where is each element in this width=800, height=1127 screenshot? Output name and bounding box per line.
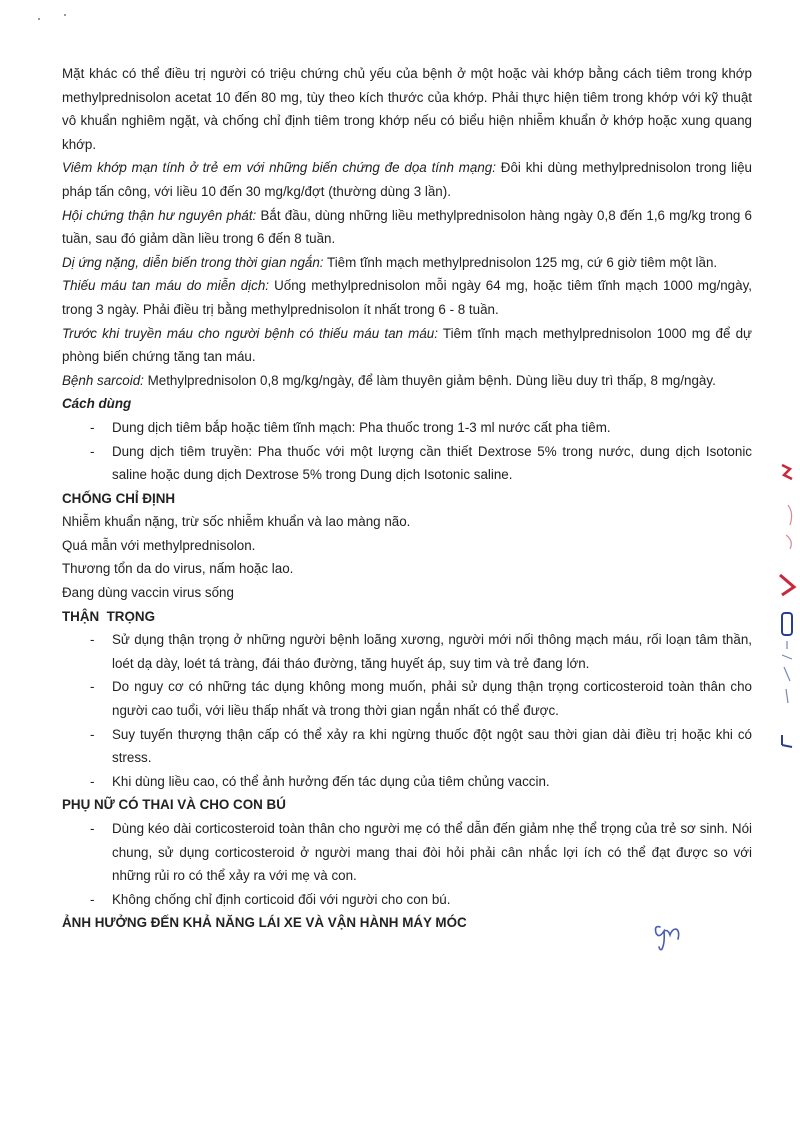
stamp-mark [780, 575, 794, 595]
pregnancy-list [62, 817, 752, 911]
indication-label: Dị ứng nặng, diễn biến trong thời gian ngắn: [62, 254, 324, 270]
indication-item [62, 156, 752, 203]
scan-speck [38, 18, 40, 20]
contraindication-line: Nhiễm khuẩn nặng, trừ sốc nhiễm khuẩn và lao màng não. [62, 514, 411, 530]
indication-label: Bệnh sarcoid: [62, 372, 144, 388]
list-item: - Do nguy cơ có những tác dụng không mong muốn, phải sử dụng thận trọng corticosteroid toàn thân cho người cao tuổi, với liều thấp nhất và trong thời gian ngắn nhất có thể được. [62, 675, 752, 722]
contraindication-line: Quá mẫn với methylprednisolon. [62, 537, 256, 553]
partial-stamp-edge [760, 445, 800, 775]
list-item: - Khi dùng liều cao, có thể ảnh hưởng đến tác dụng của tiêm chủng vaccin. [62, 770, 752, 794]
contraindication-line: Thương tổn da do virus, nấm hoặc lao. [62, 561, 294, 577]
stamp-mark [782, 465, 792, 479]
contraindication-heading: CHỐNG CHỈ ĐỊNH [62, 490, 176, 506]
indication-text: Methylprednisolon 0,8 mg/kg/ngày, để làm thuyên giảm bệnh. Dùng liều duy trì thấp, 8 mg/ngày. [143, 372, 716, 388]
caution-list [62, 628, 752, 793]
indication-label: Viêm khớp mạn tính ở trẻ em với những biến chứng đe dọa tính mạng: [62, 160, 496, 176]
indication-item [62, 204, 752, 251]
indication-text: Đôi khi dùng methylprednisolon trong liệu pháp tấn công, với liều 10 đến 30 mg/kg/đợt (thường dùng 3 lần). [62, 160, 752, 199]
pregnancy-heading: PHỤ NỮ CÓ THAI VÀ CHO CON BÚ [62, 797, 286, 813]
handwritten-signature [650, 915, 690, 955]
list-item: - Không chống chỉ định corticoid đối với người cho con bú. [62, 888, 752, 912]
list-item: - Suy tuyến thượng thận cấp có thể xảy ra khi ngừng thuốc đột ngột sau thời gian dài điều trị hoặc khi có stress. [62, 723, 752, 770]
list-item: - Dung dịch tiêm truyền: Pha thuốc với một lượng cần thiết Dextrose 5% trong nước, dung dịch Isotonic saline hoặc dung dịch Dextrose 5% trong Dung dịch Isotonic saline. [62, 440, 752, 487]
usage-heading: Cách dùng [62, 396, 132, 412]
indication-label: Trước khi truyền máu cho người bệnh có thiếu máu tan máu: [62, 325, 438, 341]
stamp-mark [782, 641, 792, 703]
caution-heading: THẬN TRỌNG [62, 608, 155, 624]
indication-item [62, 322, 752, 369]
indication-text: Tiêm tĩnh mạch methylprednisolon 1000 mg để dự phòng biến chứng tăng tan máu. [62, 325, 752, 365]
body-paragraph: Mặt khác có thể điều trị người có triệu chứng chủ yếu của bệnh ở một hoặc vài khớp bằng cách tiêm trong khớp methylprednisolon acetat 10 đến 80 mg, tùy theo kích thước của khớp. Phải thực hiện tiêm trong khớp với kỹ thuật vô khuẩn nghiêm ngặt, và chống chỉ định tiêm trong khớp nếu có biểu hiện nhiễm khuẩn ở khớp hoặc xung quang khớp. [62, 66, 752, 152]
scan-speck [64, 14, 66, 16]
indication-item [62, 369, 752, 393]
indication-item [62, 251, 752, 275]
stamp-mark [786, 505, 792, 549]
indication-text: Tiêm tĩnh mạch methylprednisolon 125 mg, cứ 6 giờ tiêm một lần. [323, 254, 718, 270]
usage-list [62, 416, 752, 487]
indication-text: Uống methylprednisolon mỗi ngày 64 mg, hoặc tiêm tĩnh mạch 1000 mg/ngày, trong 3 ngày. Phải điều trị bằng methylprednisolon ít nhất trong 6 - 8 tuần. [62, 278, 752, 317]
indication-item [62, 274, 752, 321]
contraindication-line: Đang dùng vaccin virus sống [62, 585, 234, 601]
stamp-mark [782, 613, 792, 635]
list-item: - Dung dịch tiêm bắp hoặc tiêm tĩnh mạch: Pha thuốc trong 1-3 ml nước cất pha tiêm. [62, 416, 752, 440]
indication-text: Bắt đầu, dùng những liều methylprednisolon hàng ngày 0,8 đến 1,6 mg/kg trong 6 tuần, sau đó giảm dần liều trong 6 đến 8 tuần. [62, 207, 752, 247]
list-item: - Dùng kéo dài corticosteroid toàn thân cho người mẹ có thể dẫn đến giảm nhẹ thể trọng của trẻ sơ sinh. Nói chung, sử dụng corticosteroid ở người mang thai đòi hỏi phải cân nhắc lợi ích có thể đạt được so với những rủi ro có thể xảy ra với mẹ và con. [62, 817, 752, 888]
list-item: - Sử dụng thận trọng ở những người bệnh loãng xương, người mới nối thông mạch máu, rối loạn tâm thần, loét dạ dày, loét tá tràng, đái tháo đường, tăng huyết áp, suy tim và trẻ đang lớn. [62, 628, 752, 675]
indication-label: Thiếu máu tan máu do miễn dịch: [62, 278, 270, 294]
document-page [62, 62, 752, 935]
driving-heading: ẢNH HƯỞNG ĐẾN KHẢ NĂNG LÁI XE VÀ VẬN HÀNH MÁY MÓC [62, 915, 467, 931]
stamp-mark [782, 735, 792, 747]
indication-label: Hội chứng thận hư nguyên phát: [62, 207, 257, 223]
